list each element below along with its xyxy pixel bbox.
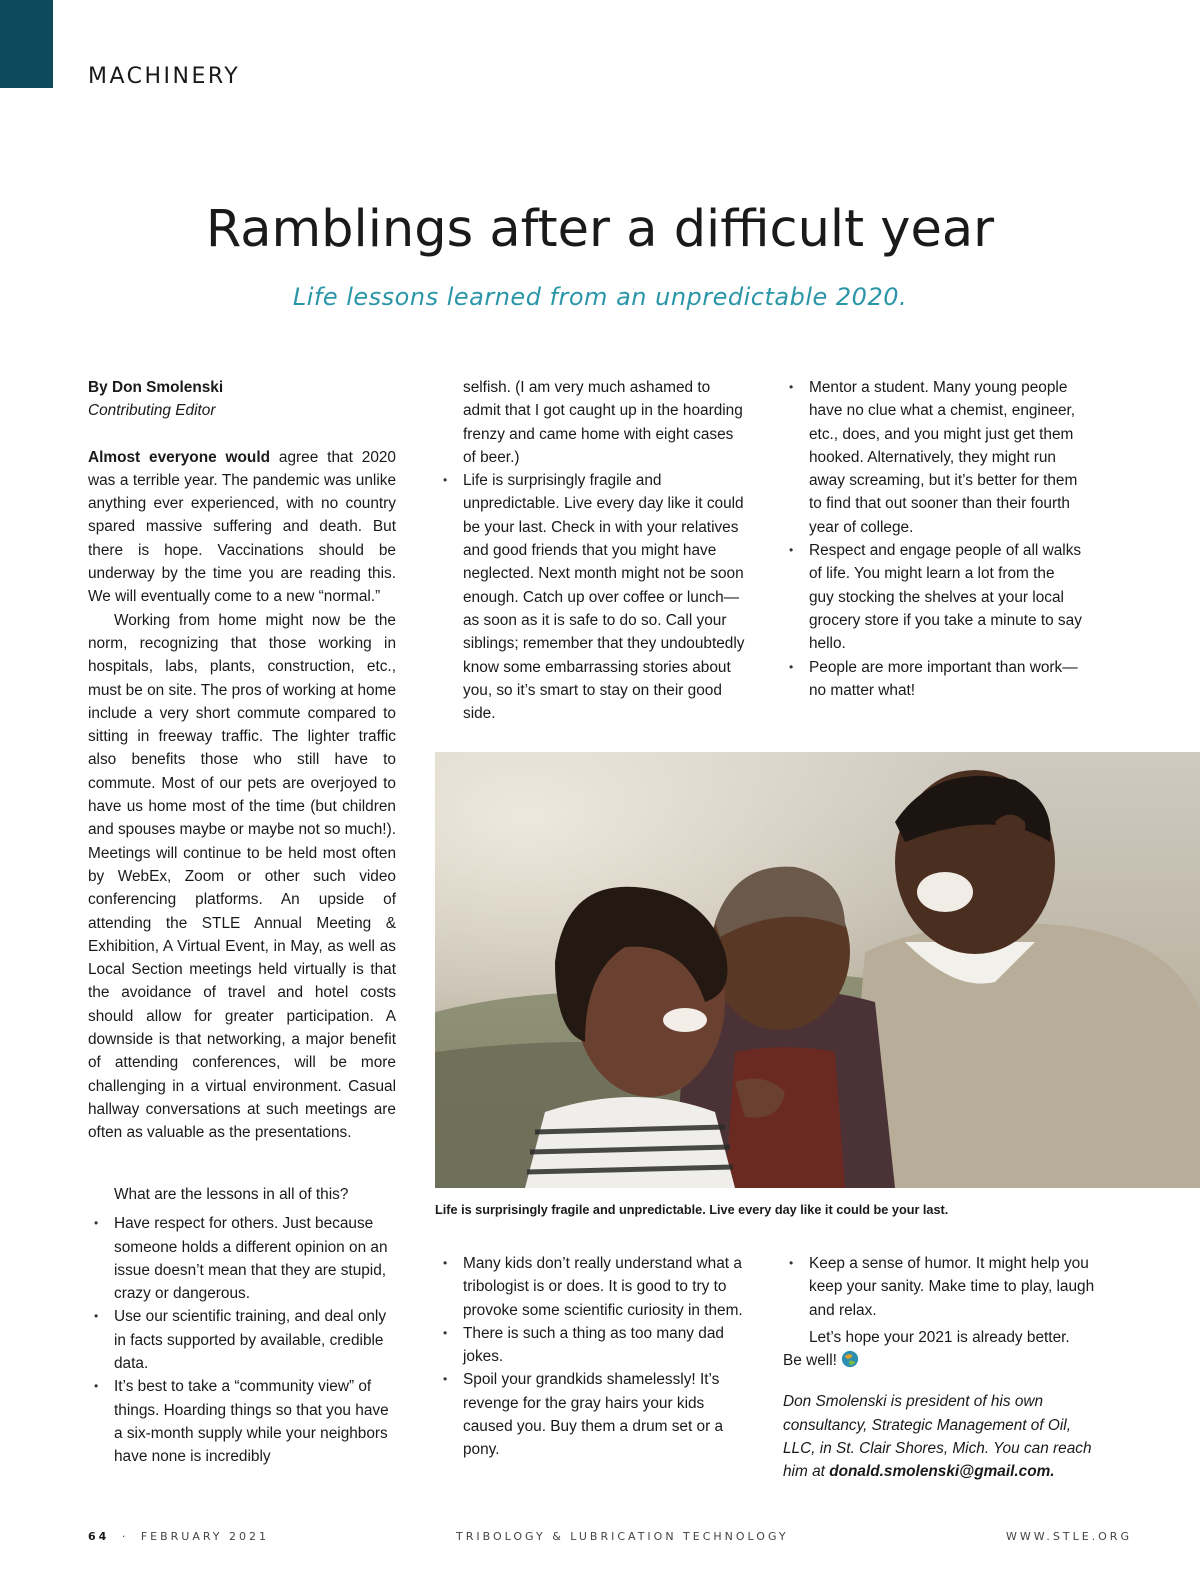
lessons-list-5	[783, 1252, 1103, 1322]
list-item: • It’s best to take a “community view” of things. Hoarding things so that you have a six-month supply while your neighbors have none is incredibly	[88, 1375, 396, 1468]
globe-icon	[841, 1350, 859, 1368]
column-3-lower	[783, 1252, 1103, 1484]
list-item: • Life is surprisingly fragile and unpredictable. Live every day like it could be your last. Check in with your relatives and good friends that you might have neglected. Next month might not be soon enough. Catch up over coffee or lunch—as soon as it is safe to do so. Call your siblings; remember that they undoubtedly know some embarrassing stories about you, so it’s smart to stay on their good side.	[437, 469, 747, 725]
lessons-list-3	[783, 376, 1083, 702]
byline-role: Contributing Editor	[88, 402, 216, 420]
closing-line: Let’s hope your 2021 is already better.	[809, 1328, 1070, 1346]
continued-text: selfish. (I am very much ashamed to admit that I got caught up in the hoarding frenzy and came home with eight cases of beer.)	[463, 379, 743, 466]
list-item: • Use our scientific training, and deal only in facts supported by available, credible data.	[88, 1305, 396, 1375]
lessons-list-4	[437, 1252, 747, 1462]
issue-date: FEBRUARY 2021	[140, 1530, 270, 1543]
paragraph-1-text: agree that 2020 was a terrible year. The pandemic was unlike anything ever experienced, with no country spared massive suffering and death. But there is hope. Vaccinations should be underway by the time you are reading this. We will eventually come to a new “normal.”	[88, 448, 396, 606]
paragraph-1	[88, 446, 396, 609]
list-item: • People are more important than work—no matter what!	[783, 656, 1083, 703]
sign-off	[783, 1349, 1103, 1372]
photo-caption: Life is surprisingly fragile and unpredictable. Live every day like it could be your last.	[435, 1203, 949, 1217]
lessons-list-1	[88, 1212, 396, 1468]
article-title: Ramblings after a difficult year	[205, 200, 995, 259]
family-photo	[435, 752, 1200, 1188]
sign-off-text: Be well!	[783, 1352, 837, 1370]
list-item: • There is such a thing as too many dad jokes.	[437, 1322, 747, 1369]
lessons-intro: What are the lessons in all of this?	[114, 1186, 349, 1203]
list-item: • Mentor a student. Many young people have no clue what a chemist, engineer, etc., does, and you might just get them hooked. Alternatively, they might run away screaming, but it’s better for them to find that out sooner than their fourth year of college.	[783, 376, 1083, 539]
footer-separator: ·	[121, 1530, 129, 1543]
corner-tab	[0, 0, 53, 88]
website-link[interactable]: WWW.STLE.ORG	[1006, 1530, 1132, 1543]
author-bio	[783, 1390, 1103, 1483]
column-1-lower	[88, 1183, 396, 1469]
column-1	[88, 376, 396, 1145]
footer-left	[88, 1530, 269, 1543]
section-label: MACHINERY	[88, 64, 241, 89]
column-2-lower	[437, 1252, 747, 1462]
paragraph-2: Working from home might now be the norm, recognizing that those working in hospitals, labs, plants, construction, etc., must be on site. The pros of working at home include a very short commute compared to sitting in freeway traffic. The lighter traffic also benefits those who still have to commute. Most of our pets are overjoyed to have us home most of the time (but children and spouses maybe or maybe not so much!). Meetings will continue to be held most often by WebEx, Zoom or other such video conferencing platforms. An upside of attending the STLE Annual Meeting & Exhibition, A Virtual Event, in May, as well as Local Section meetings held virtually is that the avoidance of travel and hotel costs should allow for greater participation. A downside is that networking, a major benefit of attending conferences, will be more challenging in a virtual environment. Casual hallway conversations at such meetings are often as valuable as the presentations.	[88, 611, 396, 1142]
author-bio-text: Don Smolenski is president of his own consultancy, Strategic Management of Oil, LLC, in St. Clair Shores, Mich. You can reach him at	[783, 1393, 1092, 1481]
list-item: • Keep a sense of humor. It might help you keep your sanity. Make time to play, laugh and relax.	[783, 1252, 1103, 1322]
list-item: • Spoil your grandkids shamelessly! It’s revenge for the gray hairs your kids caused you. Buy them a drum set or a pony.	[437, 1368, 747, 1461]
byline: By Don Smolenski	[88, 379, 224, 396]
list-item: • Have respect for others. Just because someone holds a different opinion on an issue doesn’t mean that they are stupid, crazy or dangerous.	[88, 1212, 396, 1305]
family-photo-illustration	[435, 752, 1200, 1188]
publication-name: TRIBOLOGY & LUBRICATION TECHNOLOGY	[456, 1530, 789, 1543]
lead-in: Almost everyone would	[88, 448, 271, 466]
list-item: • Respect and engage people of all walks of life. You might learn a lot from the guy stocking the shelves at your local grocery store if you take a minute to say hello.	[783, 539, 1083, 655]
page-number: 64	[88, 1530, 110, 1543]
article-subtitle: Life lessons learned from an unpredictable 2020.	[292, 283, 908, 311]
lessons-list-2	[437, 469, 747, 725]
author-email[interactable]: donald.smolenski@gmail.com.	[829, 1463, 1055, 1481]
list-item: • Many kids don’t really understand what a tribologist is or does. It is good to try to provoke some scientific curiosity in them.	[437, 1252, 747, 1322]
column-2	[437, 376, 747, 725]
column-3	[783, 376, 1083, 702]
